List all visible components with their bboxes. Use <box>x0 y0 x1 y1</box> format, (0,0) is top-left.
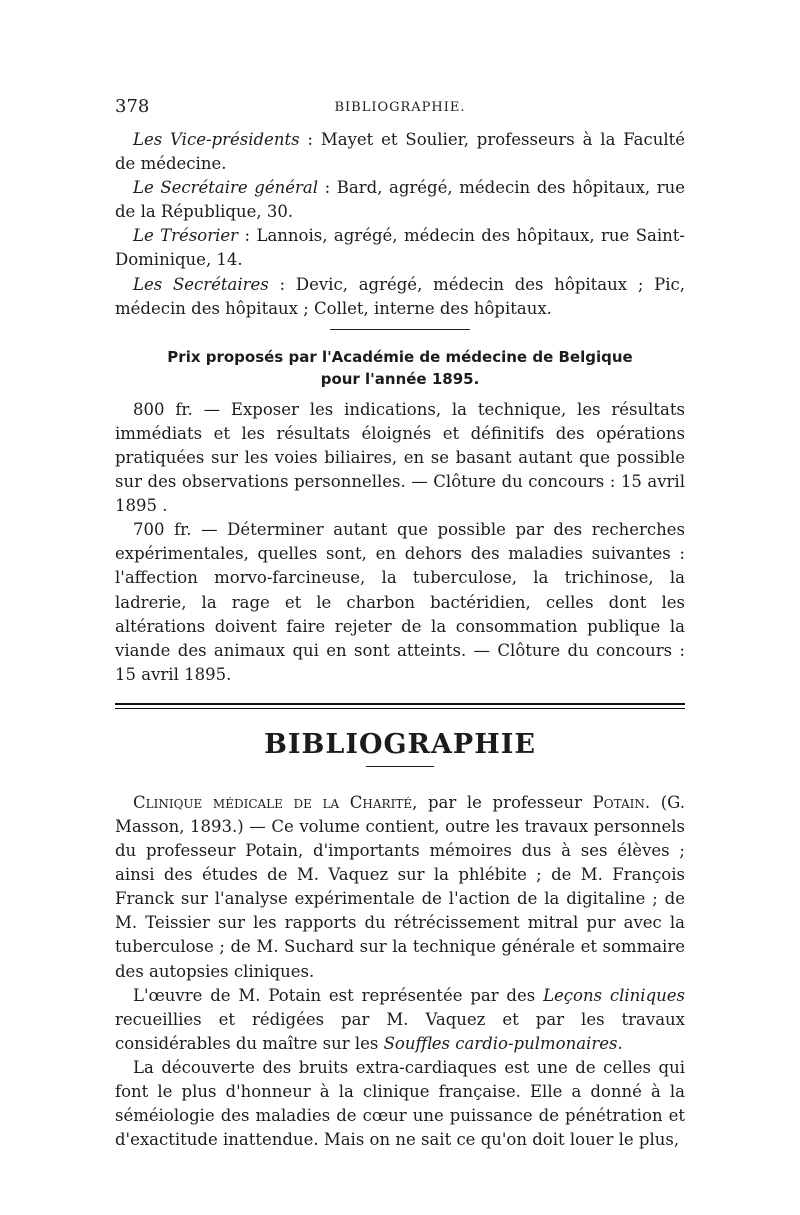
prize-heading-line: Prix proposés par l'Académie de médecine de Belgique <box>167 347 633 366</box>
officer-treasurer <box>115 224 685 272</box>
work-title: Souffles cardio-pulmonaires <box>383 1033 618 1053</box>
entry-author: Potain <box>592 792 645 812</box>
officer-role: Le Secrétaire général <box>133 178 318 198</box>
work-title: Leçons cliniques <box>543 985 685 1005</box>
bibliography-paragraph <box>115 984 685 1056</box>
officer-role: Les Secrétaires <box>133 274 269 294</box>
officer-text: : Lannois, agrégé, médecin des hôpitaux, rue Saint-Dominique, 14. <box>115 226 685 270</box>
running-title: BIBLIOGRAPHIE. <box>334 100 466 115</box>
officer-vice-presidents <box>115 128 685 176</box>
bibliography-entry <box>115 791 685 984</box>
entry-intro: , par le professeur <box>412 792 593 812</box>
thick-rule <box>115 703 685 705</box>
paragraph-text: . <box>617 1033 623 1053</box>
page-number: 378 <box>115 96 150 117</box>
officer-text: : Mayet et Soulier, professeurs à la Faculté de médecine. <box>115 130 685 174</box>
bibliography-paragraph: La découverte des bruits extra-cardiaques est une de celles qui font le plus d'honneur à la clinique française. Elle a donné à la séméiologie des maladies de cœur une puissance de pénétration et d'exactitude inattendue. Mais on ne sait ce qu'on doit louer le plus, <box>115 1057 685 1150</box>
thin-rule <box>115 708 685 709</box>
page-body <box>115 128 685 1152</box>
officer-role: Le Trésorier <box>133 226 239 246</box>
section-divider <box>330 329 470 330</box>
entry-title: Clinique médicale de la Charité <box>133 792 413 812</box>
paragraph-text: recueillies et rédigées par M. Vaquez et par les travaux considérables du maître sur les <box>115 1009 685 1053</box>
officer-text: : Devic, agrégé, médecin des hôpitaux ; Pic, médecin des hôpitaux ; Collet, interne des hôpitaux. <box>115 274 685 318</box>
prize-heading-line: pour l'année 1895. <box>320 369 480 388</box>
title-underline <box>366 766 434 767</box>
running-head <box>115 96 685 126</box>
paragraph-text: L'œuvre de M. Potain est représentée par des <box>133 985 544 1005</box>
prize-item: 800 fr. — Exposer les indications, la technique, les résultats immédiats et les résultats éloignés et définitifs des opérations pratiquées sur les voies biliaires, en se basant autant que possible sur des observations personnelles. — Clôture du concours : 15 avril 1895 . <box>115 399 685 516</box>
officer-text: : Bard, agrégé, médecin des hôpitaux, rue de la République, 30. <box>115 178 685 222</box>
officer-secretaries <box>115 273 685 321</box>
officer-secretary-general <box>115 176 685 224</box>
prize-item: 700 fr. — Déterminer autant que possible par des recherches expérimentales, quelles sont, en dehors des maladies suivantes : l'affection morvo-farcineuse, la tuberculose, la trichinose, la ladrerie, la rage et le charbon bactéridien, celles dont les altérations doivent faire rejeter de la consommation publique la viande des animaux qui en sont atteints. — Clôture du concours : 15 avril 1895. <box>115 520 685 684</box>
prize-heading <box>115 346 685 390</box>
entry-rest: . (G. Masson, 1893.) — Ce volume contient, outre les travaux personnels du professeur Potain, d'importants mémoires dus à ses élèves ; ainsi des études de M. Vaquez sur la phlébite ; de M. François Franck sur l'analyse expérimentale de l'action de la digitaline ; de M. Teissier sur les rapports du rétrécissement mitral pur avec la tuberculose ; de M. Suchard sur la technique générale et sommaire des autopsies cliniques. <box>115 792 686 981</box>
double-rule-divider <box>115 703 685 709</box>
section-title: BIBLIOGRAPHIE <box>264 728 536 760</box>
officer-role: Les Vice-présidents <box>133 130 300 149</box>
